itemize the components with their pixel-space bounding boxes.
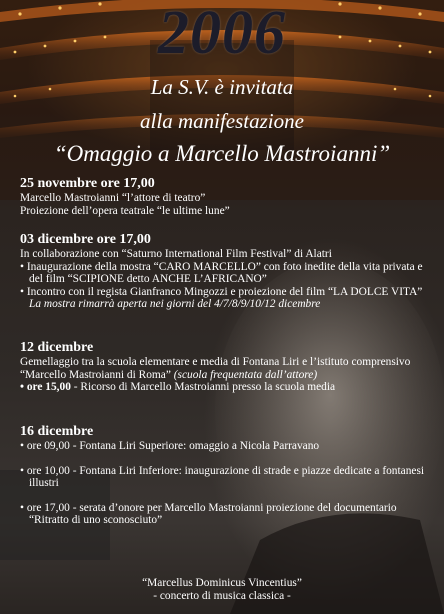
- concert-title: “Marcellus Dominicus Vincentius”: [142, 577, 302, 589]
- event-bullet-text: - Ricorso di Marcello Mastroianni presso la scuola media: [70, 381, 336, 394]
- event-bullet: • Incontro con il regista Gianfranco Mingozzi e proiezione del film “LA DOLCE VITA”: [20, 285, 423, 298]
- event-bullet: • ore 17,00 - serata d’onore per Marcello Mastroianni proiezione del documentario “Ritratto di uno sconosciuto”: [20, 501, 397, 527]
- event-date: 16 dicembre: [20, 424, 94, 439]
- event-bullet: [20, 381, 430, 394]
- event-date: 03 dicembre ore 17,00: [20, 232, 151, 247]
- event-text-italic: (scuola frequentata dall’attore): [173, 368, 318, 381]
- event-text: [20, 356, 430, 381]
- event-intro: In collaborazione con “Saturno International Film Festival” di Alatri: [20, 248, 332, 260]
- event-bullet: • ore 09,00 - Fontana Liri Superiore: omaggio a Nicola Parravano: [20, 440, 320, 452]
- event-block-16-dicembre: [20, 424, 430, 527]
- event-note: La mostra rimarrà aperta nei giorni del 4/7/8/9/10/12 dicembre: [29, 298, 321, 311]
- event-bullet: • Inaugurazione della mostra “CARO MARCELLO” con foto inedite della vita privata e del film “SCIPIONE detto ANCHE L’AFRICANO”: [20, 260, 423, 286]
- event-block-03-dicembre: [20, 232, 430, 311]
- event-line: Marcello Mastroianni “l’attore di teatro”: [20, 192, 206, 204]
- event-intro-line: alla manifestazione: [140, 109, 304, 133]
- event-bullet: • ore 10,00 - Fontana Liri Inferiore: inaugurazione di strade e piazze dedicate a fontanesi illustri: [20, 464, 425, 490]
- concert-subtitle: - concerto di musica classica -: [153, 589, 291, 602]
- event-text-main: Gemellaggio tra la scuola elementare e media di Fontana Liri e l’istituto comprensivo “Marcello Mastroianni di Roma”: [20, 356, 411, 381]
- event-title: “Omaggio a Marcello Mastroianni”: [53, 141, 391, 166]
- event-date: 25 novembre ore 17,00: [20, 176, 155, 191]
- event-bullet-time: • ore 15,00: [20, 381, 71, 394]
- footer: [0, 577, 444, 602]
- event-block-12-dicembre: [20, 340, 430, 394]
- event-line: Proiezione dell’opera teatrale “le ultime lune”: [20, 204, 230, 217]
- event-block-25-novembre: [20, 176, 430, 217]
- year-title: 2006: [158, 0, 286, 67]
- invitation-line: La S.V. è invitata: [150, 75, 294, 99]
- event-date: 12 dicembre: [20, 340, 94, 355]
